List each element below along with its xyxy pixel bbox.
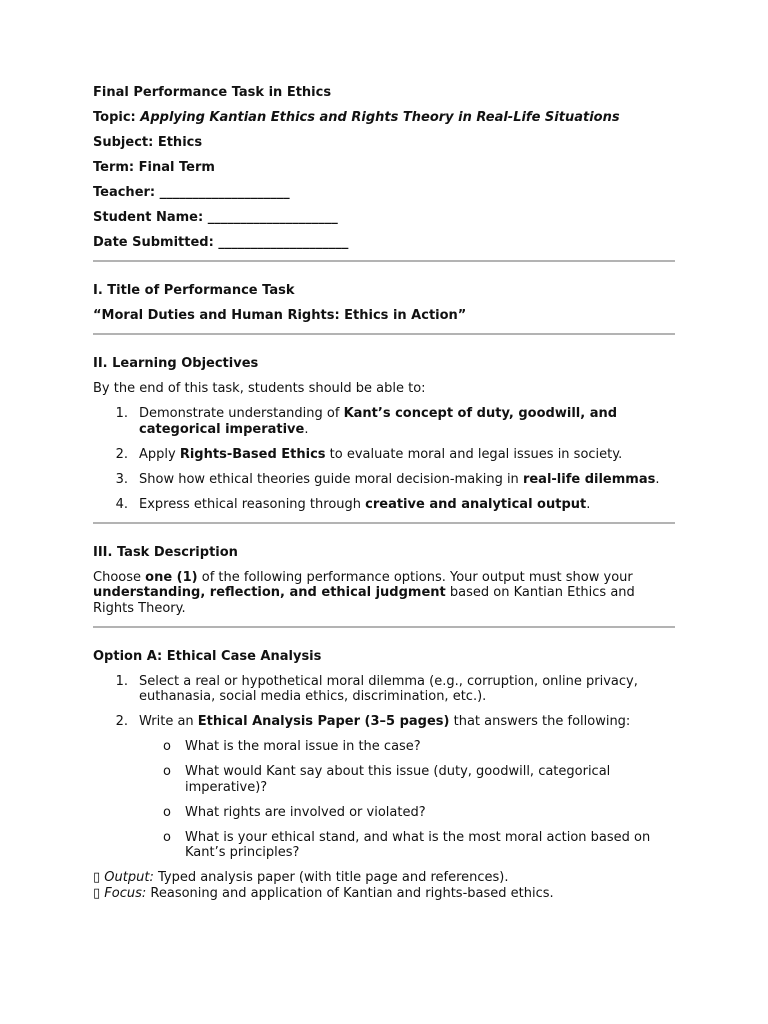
output-line (93, 870, 675, 886)
text-segment: . (655, 471, 660, 487)
term-line: Term: Final Term (93, 160, 215, 175)
item-number: 4. (115, 496, 128, 512)
section-heading-title: I. Title of Performance Task (93, 283, 295, 298)
divider (93, 260, 675, 262)
document-title: Final Performance Task in Ethics (93, 85, 332, 100)
text-segment: Show how ethical theories guide moral decision-making in (139, 471, 523, 487)
section-heading-task-description: III. Task Description (93, 544, 238, 560)
item-number: 3. (115, 471, 128, 487)
output-label: Output: (104, 870, 154, 885)
text-segment: . (586, 496, 591, 512)
date-submitted-field: Date Submitted: ____________________ (93, 235, 349, 250)
text-segment: Demonstrate understanding of (139, 406, 344, 421)
teacher-field: Teacher: ____________________ (93, 185, 290, 200)
item-text (139, 497, 675, 513)
bold-segment: creative and analytical output (365, 496, 587, 512)
topic-line (93, 110, 675, 126)
item-number: 1. (115, 673, 128, 689)
bold-segment: Rights-Based Ethics (179, 446, 326, 462)
text-segment: based on Kantian Ethics and Rights Theory. (93, 585, 635, 616)
divider (93, 333, 675, 335)
divider (93, 522, 675, 524)
bullet-box-icon: ▯ (93, 870, 101, 885)
item-text (139, 406, 675, 437)
text-segment: that answers the following: (449, 714, 631, 729)
option-item (93, 714, 675, 730)
question-item (139, 764, 675, 795)
topic-label: Topic: (93, 110, 141, 125)
text-segment: Express ethical reasoning through (139, 496, 366, 512)
question-text: What is the moral issue in the case? (185, 739, 421, 754)
bold-segment: real-life dilemmas (522, 471, 656, 487)
bold-segment: Kant’s concept of duty, goodwill, and categorical imperative (139, 406, 618, 437)
bold-segment: understanding, reflection, and ethical judgment (93, 585, 446, 600)
section-heading-objectives: II. Learning Objectives (93, 356, 259, 371)
topic-value: Applying Kantian Ethics and Rights Theory in Real-Life Situations (140, 110, 620, 125)
output-text: Typed analysis paper (with title page and references). (153, 870, 509, 885)
performance-task-title: “Moral Duties and Human Rights: Ethics in Action” (93, 308, 467, 323)
focus-label: Focus: (104, 885, 147, 901)
question-text: What is your ethical stand, and what is the most moral action based on Kant’s principles? (185, 829, 651, 860)
bullet-box-icon: ▯ (93, 885, 101, 901)
student-name-field: Student Name: ____________________ (93, 210, 338, 225)
question-item (139, 739, 675, 755)
option-a-heading: Option A: Ethical Case Analysis (93, 648, 322, 664)
text-segment: Write an (139, 714, 198, 729)
text-segment: of the following performance options. Your output must show your (197, 569, 633, 585)
focus-text: Reasoning and application of Kantian and rights-based ethics. (146, 885, 554, 901)
item-number: 2. (115, 714, 128, 729)
question-text: What rights are involved or violated? (185, 804, 426, 820)
objective-item (93, 497, 675, 513)
sub-bullet-marker: o (163, 739, 171, 754)
focus-line (93, 886, 675, 902)
question-item (139, 805, 675, 821)
item-text (139, 447, 675, 463)
sub-bullet-marker: o (163, 829, 171, 845)
item-text (139, 714, 675, 730)
text-segment: Choose (93, 569, 146, 585)
objective-item (93, 447, 675, 463)
item-text: Select a real or hypothetical moral dilemma (e.g., corruption, online privacy, euthanasia, social media ethics, discrimination, etc.). (139, 673, 638, 704)
subject-line: Subject: Ethics (93, 135, 203, 150)
item-text (139, 472, 675, 488)
text-segment: to evaluate moral and legal issues in society. (325, 446, 623, 462)
objective-item (93, 406, 675, 437)
sub-bullet-marker: o (163, 764, 171, 779)
text-segment: Apply (139, 446, 180, 462)
question-item (139, 830, 675, 861)
objective-item (93, 472, 675, 488)
item-number: 2. (115, 446, 128, 462)
item-number: 1. (115, 406, 128, 421)
task-description-paragraph (93, 570, 675, 617)
question-text: What would Kant say about this issue (duty, goodwill, categorical imperative)? (185, 764, 611, 795)
sub-bullet-marker: o (163, 804, 171, 820)
text-segment: . (304, 421, 309, 437)
option-item (93, 674, 675, 705)
bold-segment: one (1) (145, 569, 198, 585)
objectives-intro: By the end of this task, students should be able to: (93, 381, 426, 396)
bold-segment: Ethical Analysis Paper (3–5 pages) (197, 714, 450, 729)
divider (93, 626, 675, 628)
